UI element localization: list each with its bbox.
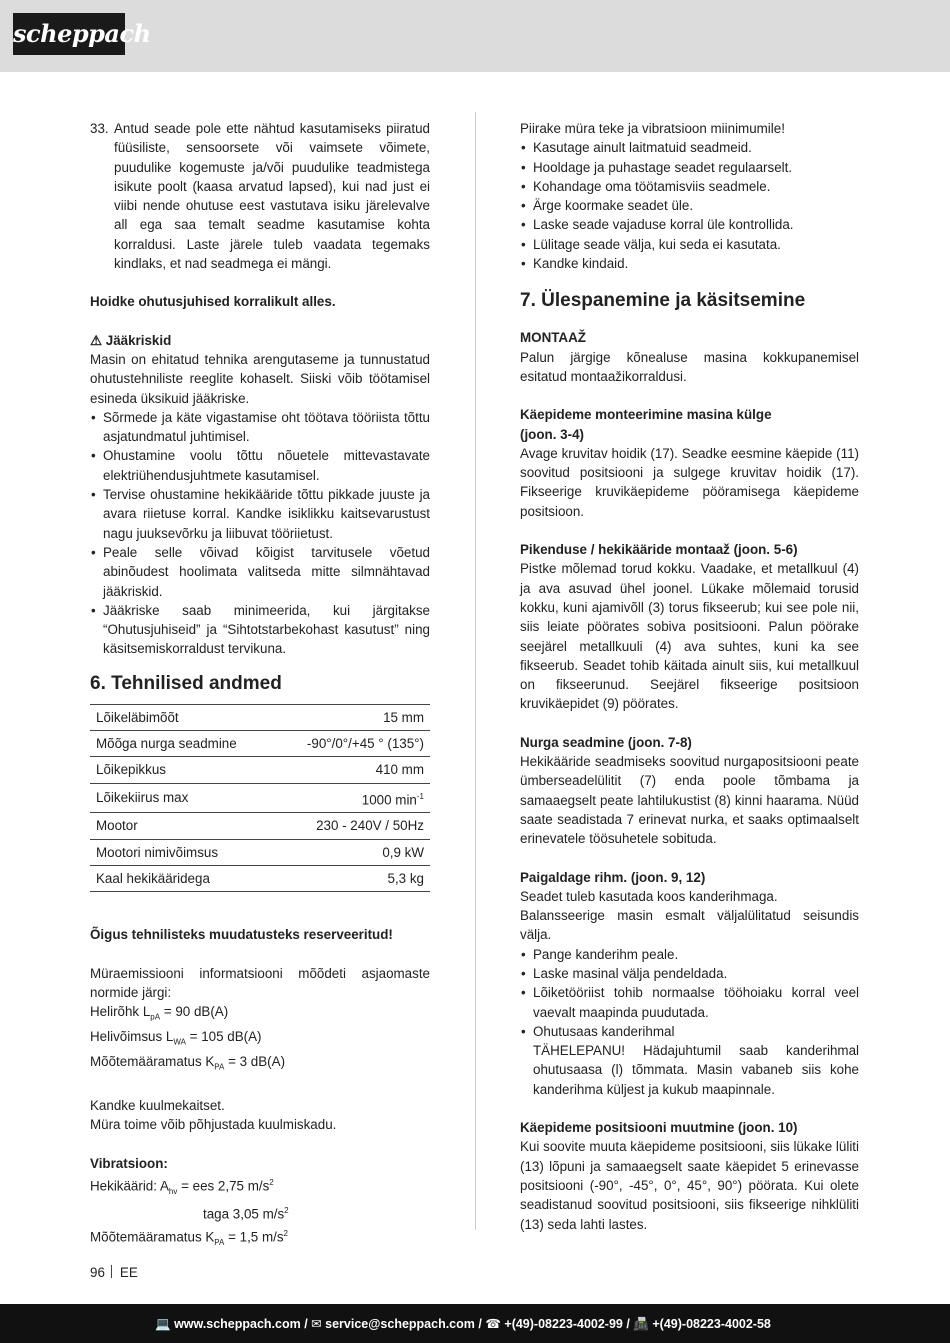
fax-icon: 📠 — [633, 1317, 649, 1331]
item-text: Antud seade pole ette nähtud kasutamiseks piiratud füüsiliste, sensoorsete või vaimsete võimete, puudulike kogemuste ja/või puudulike teadmistega isikute poolt (kaasa arvatud lapsed), kui nad just ei viibi nende ohutuse eest vastutava isiku järelevalve all ega saa temalt seadme kasutamise kohta korraldusi. Laste järele tuleb vaadata tegemaks kindlaks, et nad seadmega ei mängi. — [114, 121, 430, 272]
spec-value: 5,3 kg — [274, 865, 430, 891]
list-item: • Pange kanderihm peale. — [520, 945, 859, 964]
list-item: • Sõrmede ja käte vigastamise oht töötava tööriista tõttu asjatundmatul juhtimisel. — [90, 408, 430, 447]
spec-label: Lõikekiirus max — [90, 783, 274, 813]
mail-icon: ✉ — [311, 1317, 322, 1331]
list-item: • Peale selle võivad kõigist tarvitusele võetud abinõudest hoolimata valitseda mitte silmnähtavad jääkriskid. — [90, 543, 430, 601]
list-item: • Lülitage seade välja, kui seda ei kasutata. — [520, 235, 859, 254]
table-row — [90, 839, 430, 865]
divider — [111, 1265, 112, 1278]
noise-sound-pressure: Helirõhk $L_{pA} = 90$ dB(A) — [90, 1004, 229, 1022]
section-6-title: 6. Tehnilised andmed — [90, 672, 282, 694]
angle-setting-text: Hekikääride seadmiseks soovitud nurgapositsiooni peate ümberseadelülitit (7) enda poole tõmbama ja samaaegselt peate lahtilukustist (8) kinni haarama. Nüüd saate seadistada 7 erinevat nurka, et saaks optimaalselt erinevatele töösuhetele sobituda. — [520, 754, 859, 847]
handle-position-text: Kui soovite muuta käepideme positsiooni, siis lükake lüliti (13) lõpuni ja samaaegselt saate käepidet 5 erinevasse positsiooni (-90°, -45°, 0°, 45°, 90°) pöörata. Kui olete seadistanud soovitud positsiooni, siis fikseerige nihklüliti (13) seda lahti lastes. — [520, 1139, 859, 1232]
residual-risks-title: Jääkriskid — [105, 332, 172, 348]
list-item: • Jääkriske saab minimeerida, kui järgitakse “Ohutusjuhiseid” ja “Sihtotstarbekohast kasutust” ning käsitsemiskorraldust tervikuna. — [90, 601, 430, 659]
spec-value: 230 - 240V / 50Hz — [274, 813, 430, 839]
spec-value: 15 mm — [274, 704, 430, 730]
list-item: • Lõiketööriist tohib normaalse tööhoiaku korral veel vaevalt maapinda puudutada. — [520, 983, 859, 1022]
contact-line — [155, 1316, 771, 1332]
list-item: • Kandke kindaid. — [520, 254, 859, 273]
language-code: EE — [119, 1265, 138, 1280]
angle-setting-title: Nurga seadmine (joon. 7-8) — [520, 734, 692, 750]
list-item: • Kasutage ainult laitmatuid seadmeid. — [520, 138, 859, 157]
item-number: 33. — [90, 121, 109, 136]
handle-mount-text: Avage kruvitav hoidik (17). Seadke eesmine käepide (11) soovitud positsiooni ja sulgege kruvitav hoidik (17). Fikseerige kruvikäepideme pööramisega käepideme positsioon. — [520, 445, 859, 519]
spec-value: 0,9 kW — [274, 839, 430, 865]
right-column — [520, 119, 859, 1234]
table-row — [90, 783, 430, 813]
spec-label: Mõõga nurga seadmine — [90, 731, 274, 757]
vibration-uncertainty: Mõõtemääramatus $K_{PA} = 1,5$ $m/s^2$ — [90, 1229, 288, 1248]
limit-noise-list — [520, 138, 859, 273]
section-7-title: 7. Ülespanemine ja käsitsemine — [520, 290, 806, 312]
email-link[interactable]: service@scheppach.com / — [325, 1317, 482, 1331]
residual-risks-list — [90, 408, 430, 659]
extension-mount-text: Pistke mõlemad torud kokku. Vaadake, et metallkuul (4) ja ava asuvad ühel joonel. Lükake mõlemaid torusid kokku, kuni ajamivõll (3) torus fikseerub; kui see pole nii, siis leiate pöörates sobiva positsiooni. Palun pöörake seejärel metallkuuli (4) ava suhtes, kuni ka see fikseerub. Seadet tohib käitada ainult siis, kui metallkuul on fikseerunud. Seejärel fikseerige positsioon kruvikäepidet (9) pöörates. — [520, 561, 859, 712]
list-item: • Ärge koormake seadet üle. — [520, 196, 859, 215]
vibration-front: Hekikäärid: $A_{hv}$ = ees 2,75 $m/s^2$ — [90, 1177, 274, 1197]
handle-position-title: Käepideme positsiooni muutmine (joon. 10) — [520, 1120, 798, 1136]
residual-risks-heading — [90, 331, 430, 350]
spec-value: 1000 $\min^{-1}$ — [274, 783, 430, 813]
strap-title: Paigaldage rihm. (joon. 9, 12) — [520, 869, 706, 885]
fax-number: +(49)-08223-4002-58 — [652, 1317, 771, 1331]
spec-label: Lõikeläbimõõt — [90, 704, 274, 730]
warning-icon: ⚠ — [90, 332, 103, 348]
ear-protection-note: Kandke kuulmekaitset. — [90, 1098, 225, 1114]
list-item-33 — [90, 119, 430, 273]
scheppach-logo: scheppach — [13, 13, 125, 55]
reserve-note: Õigus tehnilisteks muudatusteks reserveeritud! — [90, 927, 393, 943]
list-item: • Laske seade vajaduse korral üle kontrollida. — [520, 215, 859, 234]
technical-data-table — [90, 704, 430, 893]
spec-value: -90°/0°/+45 ° (135°) — [274, 731, 430, 757]
column-divider — [475, 112, 476, 1230]
spec-value: 410 mm — [274, 757, 430, 783]
list-item: • Ohustamine voolu tõttu nõuetele mittevastavate elektriühendusjuhtmete kasutamisel. — [90, 446, 430, 485]
residual-risks-intro: Masin on ehitatud tehnika arengutaseme ja tunnustatud ohutustehniliste reeglite kohaselt. Siiski võib töötamisel esineda üksikuid jääkriske. — [90, 351, 430, 406]
left-column — [90, 119, 430, 1253]
list-item: • Ohutusaas kanderihmal — [520, 1022, 859, 1041]
noise-uncertainty: Mõõtemääramatus $K_{PA} = 3$ dB(A) — [90, 1054, 286, 1072]
list-item: • Kohandage oma töötamisviis seadmele. — [520, 177, 859, 196]
table-row — [90, 757, 430, 783]
list-item: • Tervise ohustamine hekikääride tõttu pikkade juuste ja avara riietuse korral. Kandke isiklikku kaitsevarustust nagu juuksevõrku ja liibuvat tööriietust. — [90, 485, 430, 543]
keep-instructions-note: Hoidke ohutusjuhised korralikult alles. — [90, 294, 336, 310]
phone-number: +(49)-08223-4002-99 / — [504, 1317, 630, 1331]
page-number: 96 — [90, 1265, 105, 1280]
handle-mount-figure-ref: (joon. 3-4) — [520, 426, 584, 442]
limit-noise-intro: Piirake müra teke ja vibratsioon miinimumile! — [520, 121, 785, 136]
strap-text-1: Seadet tuleb kasutada koos kanderihmaga. — [520, 888, 778, 904]
handle-mount-title: Käepideme monteerimine masina külge — [520, 407, 772, 423]
contact-footer — [0, 1304, 950, 1343]
assembly-title: MONTAAŽ — [520, 330, 586, 346]
list-item: • Laske masinal välja pendeldada. — [520, 964, 859, 983]
page-footer-number — [90, 1265, 138, 1280]
computer-icon: 💻 — [155, 1317, 171, 1331]
table-row — [90, 813, 430, 839]
website-link[interactable]: www.scheppach.com / — [174, 1317, 308, 1331]
spec-label: Lõikepikkus — [90, 757, 274, 783]
strap-list — [520, 945, 859, 1041]
spec-label: Mootori nimivõimsus — [90, 839, 274, 865]
spec-label: Mootor — [90, 813, 274, 839]
extension-mount-title: Pikenduse / hekikääride montaaž (joon. 5-6) — [520, 542, 798, 558]
list-item: • Hooldage ja puhastage seadet regulaarselt. — [520, 158, 859, 177]
noise-sound-power: Helivõimsus $L_{WA} = 105$ dB(A) — [90, 1029, 262, 1047]
strap-warning: TÄHELEPANU! Hädajuhtumil saab kanderihmal ohutusaasa (l) tõmmata. Masin vabaneb siis kohe kanderihma küljest ja kukub maapinnale. — [533, 1043, 859, 1097]
table-row — [90, 865, 430, 891]
noise-intro: Müraemissiooni informatsiooni mõõdeti asjaomaste normide järgi: — [90, 965, 430, 1000]
assembly-text: Palun järgige kõnealuse masina kokkupanemisel esitatud montaažikorraldusi. — [520, 349, 859, 384]
strap-text-2: Balansseerige masin esmalt väljalülitatud seisundis välja. — [520, 908, 859, 943]
noise-damage-note: Müra toime võib põhjustada kuulmiskadu. — [90, 1117, 337, 1133]
vibration-title: Vibratsioon: — [90, 1155, 168, 1171]
table-row — [90, 731, 430, 757]
phone-icon: ☎ — [485, 1317, 501, 1331]
table-row — [90, 704, 430, 730]
page-header — [0, 0, 950, 72]
vibration-rear: taga 3,05 $m/s^2$ — [203, 1206, 289, 1222]
spec-label: Kaal hekikääridega — [90, 865, 274, 891]
